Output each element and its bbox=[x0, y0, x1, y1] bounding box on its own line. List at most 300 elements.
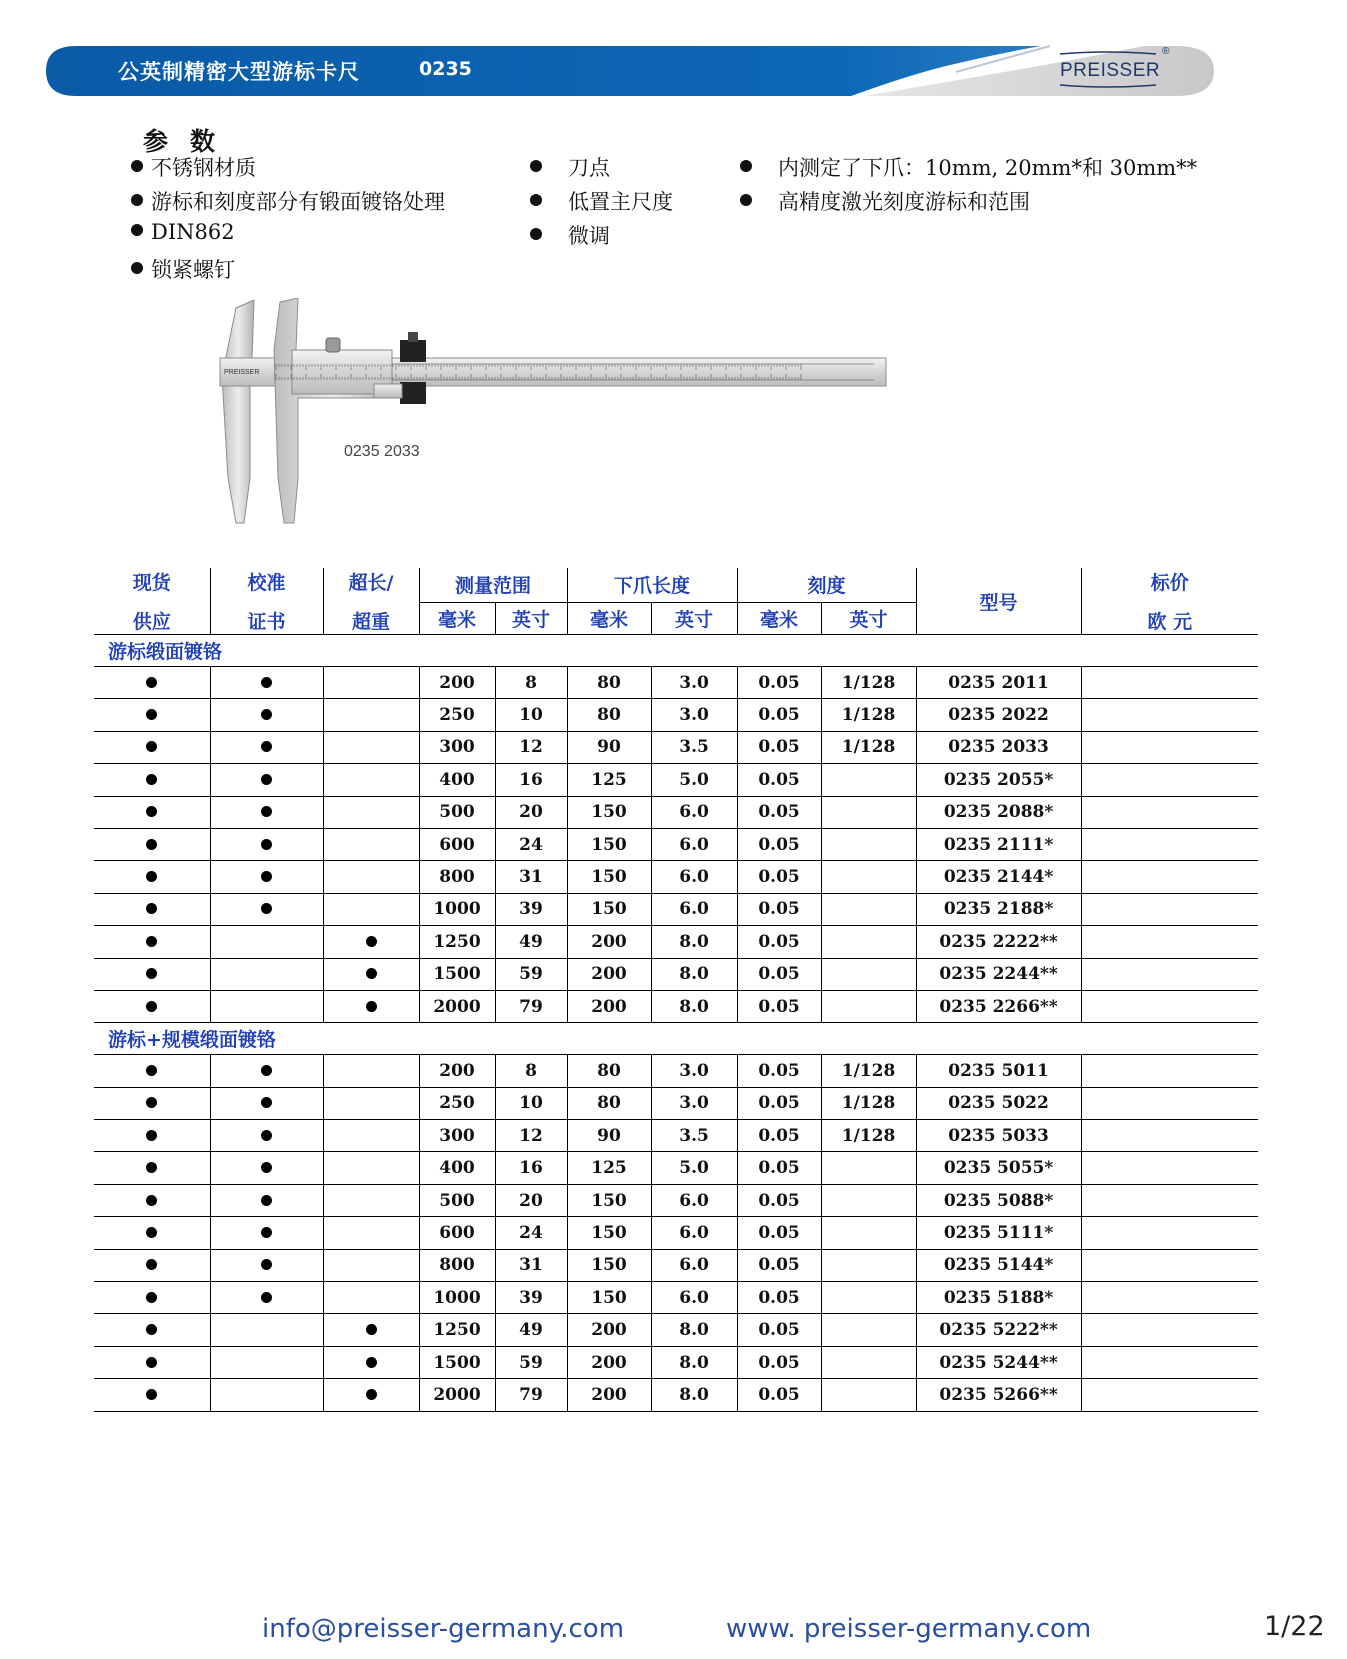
header-stock: 现货 供应 bbox=[94, 568, 210, 635]
cell-g-mm: 0.05 bbox=[737, 926, 821, 958]
bullet-icon bbox=[261, 677, 272, 688]
cell-j-in: 6.0 bbox=[651, 796, 737, 828]
cell-over bbox=[323, 1314, 419, 1346]
cell-r-mm: 800 bbox=[419, 1249, 495, 1281]
cell-r-mm: 1000 bbox=[419, 1282, 495, 1314]
cell-r-mm: 200 bbox=[419, 667, 495, 699]
table-row bbox=[94, 1217, 1258, 1249]
cell-stock bbox=[94, 990, 210, 1022]
cell-r-in: 39 bbox=[495, 893, 567, 925]
params-title: 参数 bbox=[143, 127, 238, 156]
cell-stock bbox=[94, 1346, 210, 1378]
bullet-icon bbox=[261, 1065, 272, 1076]
cell-cert bbox=[210, 1314, 323, 1346]
cell-g-mm: 0.05 bbox=[737, 667, 821, 699]
cell-over bbox=[323, 1184, 419, 1216]
cell-cert bbox=[210, 828, 323, 860]
cell-cert bbox=[210, 1249, 323, 1281]
cell-r-in: 20 bbox=[495, 1184, 567, 1216]
feature-item: 锁紧螺钉 bbox=[131, 254, 235, 284]
cell-j-mm: 200 bbox=[567, 1346, 651, 1378]
cell-model: 0235 5022 bbox=[916, 1087, 1081, 1119]
cell-r-mm: 600 bbox=[419, 1217, 495, 1249]
cell-r-in: 24 bbox=[495, 828, 567, 860]
cell-stock bbox=[94, 828, 210, 860]
cell-model: 0235 5188* bbox=[916, 1282, 1081, 1314]
bullet-icon bbox=[261, 1227, 272, 1238]
bullet-icon bbox=[261, 1292, 272, 1303]
cell-g-in bbox=[821, 1379, 916, 1411]
cell-j-mm: 125 bbox=[567, 764, 651, 796]
cell-g-mm: 0.05 bbox=[737, 861, 821, 893]
cell-r-in: 49 bbox=[495, 926, 567, 958]
table-row bbox=[94, 1314, 1258, 1346]
bullet-icon bbox=[146, 871, 157, 882]
table-row bbox=[94, 926, 1258, 958]
cell-j-mm: 200 bbox=[567, 990, 651, 1022]
cell-model: 0235 5011 bbox=[916, 1055, 1081, 1087]
cell-stock bbox=[94, 1314, 210, 1346]
cell-price bbox=[1081, 1120, 1258, 1152]
table-row bbox=[94, 861, 1258, 893]
cell-j-in: 8.0 bbox=[651, 1346, 737, 1378]
cell-stock bbox=[94, 1055, 210, 1087]
cell-r-in: 59 bbox=[495, 1346, 567, 1378]
cell-r-in: 49 bbox=[495, 1314, 567, 1346]
bullet-icon bbox=[146, 1357, 157, 1368]
cell-g-in bbox=[821, 893, 916, 925]
bullet-icon bbox=[366, 1357, 377, 1368]
cell-r-mm: 1500 bbox=[419, 958, 495, 990]
cell-j-mm: 200 bbox=[567, 958, 651, 990]
cell-j-in: 8.0 bbox=[651, 1379, 737, 1411]
table-row bbox=[94, 1249, 1258, 1281]
cell-over bbox=[323, 926, 419, 958]
cell-over bbox=[323, 796, 419, 828]
cell-price bbox=[1081, 1152, 1258, 1184]
header-grad: 刻度 bbox=[737, 568, 916, 602]
bullet-icon bbox=[146, 1324, 157, 1335]
cell-model: 0235 2266** bbox=[916, 990, 1081, 1022]
feature-item: 高精度激光刻度游标和范围 bbox=[740, 186, 1030, 216]
bullet-icon bbox=[146, 1389, 157, 1400]
cell-g-mm: 0.05 bbox=[737, 699, 821, 731]
cell-j-in: 6.0 bbox=[651, 1217, 737, 1249]
cell-g-in bbox=[821, 1282, 916, 1314]
cell-over bbox=[323, 1379, 419, 1411]
cell-cert bbox=[210, 990, 323, 1022]
cell-over bbox=[323, 1055, 419, 1087]
cell-over bbox=[323, 1249, 419, 1281]
bullet-icon bbox=[146, 1162, 157, 1173]
section-title: 游标缎面镀铬 bbox=[94, 635, 1258, 667]
table-row bbox=[94, 1152, 1258, 1184]
bullet-icon bbox=[146, 1001, 157, 1012]
cell-g-in: 1/128 bbox=[821, 1120, 916, 1152]
bullet-icon bbox=[530, 194, 542, 206]
cell-g-mm: 0.05 bbox=[737, 796, 821, 828]
cell-r-mm: 2000 bbox=[419, 990, 495, 1022]
document-title: 公英制精密大型游标卡尺 bbox=[118, 60, 360, 84]
cell-over bbox=[323, 1282, 419, 1314]
cell-cert bbox=[210, 1055, 323, 1087]
cell-cert bbox=[210, 861, 323, 893]
cell-j-in: 5.0 bbox=[651, 764, 737, 796]
cell-r-in: 31 bbox=[495, 1249, 567, 1281]
cell-cert bbox=[210, 731, 323, 763]
cell-price bbox=[1081, 926, 1258, 958]
cell-j-in: 3.0 bbox=[651, 699, 737, 731]
cell-model: 0235 2022 bbox=[916, 699, 1081, 731]
cell-stock bbox=[94, 1249, 210, 1281]
cell-model: 0235 2055* bbox=[916, 764, 1081, 796]
cell-price bbox=[1081, 1217, 1258, 1249]
cell-r-in: 12 bbox=[495, 731, 567, 763]
cell-r-in: 16 bbox=[495, 764, 567, 796]
cell-j-in: 6.0 bbox=[651, 861, 737, 893]
bullet-icon bbox=[146, 806, 157, 817]
cell-model: 0235 5144* bbox=[916, 1249, 1081, 1281]
bullet-icon bbox=[146, 1292, 157, 1303]
subheader-mm: 毫米 bbox=[567, 602, 651, 634]
cell-stock bbox=[94, 1379, 210, 1411]
cell-model: 0235 5033 bbox=[916, 1120, 1081, 1152]
bullet-icon bbox=[146, 709, 157, 720]
subheader-inch: 英寸 bbox=[821, 602, 916, 634]
feature-item: DIN862 bbox=[131, 220, 235, 244]
bullet-icon bbox=[146, 839, 157, 850]
cell-model: 0235 5111* bbox=[916, 1217, 1081, 1249]
bullet-icon bbox=[146, 1065, 157, 1076]
cell-cert bbox=[210, 1282, 323, 1314]
bullet-icon bbox=[740, 160, 752, 172]
cell-g-in bbox=[821, 764, 916, 796]
bullet-icon bbox=[261, 1162, 272, 1173]
cell-r-in: 12 bbox=[495, 1120, 567, 1152]
table-row bbox=[94, 958, 1258, 990]
bullet-icon bbox=[131, 194, 143, 206]
table-row bbox=[94, 796, 1258, 828]
cell-model: 0235 5244** bbox=[916, 1346, 1081, 1378]
table-row bbox=[94, 1379, 1258, 1411]
cell-r-in: 8 bbox=[495, 1055, 567, 1087]
cell-g-mm: 0.05 bbox=[737, 1379, 821, 1411]
cell-cert bbox=[210, 1379, 323, 1411]
bullet-icon bbox=[366, 936, 377, 947]
cell-g-mm: 0.05 bbox=[737, 1249, 821, 1281]
cell-price bbox=[1081, 764, 1258, 796]
cell-g-mm: 0.05 bbox=[737, 828, 821, 860]
bullet-icon bbox=[146, 1227, 157, 1238]
cell-j-mm: 200 bbox=[567, 1314, 651, 1346]
table-row bbox=[94, 1346, 1258, 1378]
cell-stock bbox=[94, 1184, 210, 1216]
cell-cert bbox=[210, 1152, 323, 1184]
cell-j-mm: 150 bbox=[567, 861, 651, 893]
cell-price bbox=[1081, 990, 1258, 1022]
cell-j-in: 8.0 bbox=[651, 990, 737, 1022]
cell-g-mm: 0.05 bbox=[737, 1055, 821, 1087]
cell-r-in: 79 bbox=[495, 1379, 567, 1411]
cell-cert bbox=[210, 1346, 323, 1378]
feature-item: 游标和刻度部分有锻面镀铬处理 bbox=[131, 186, 445, 216]
bullet-icon bbox=[146, 1259, 157, 1270]
bullet-icon bbox=[530, 160, 542, 172]
cell-g-mm: 0.05 bbox=[737, 1184, 821, 1216]
cell-g-in bbox=[821, 990, 916, 1022]
cell-model: 0235 2088* bbox=[916, 796, 1081, 828]
cell-price bbox=[1081, 828, 1258, 860]
cell-j-in: 3.5 bbox=[651, 1120, 737, 1152]
bullet-icon bbox=[146, 677, 157, 688]
cell-r-in: 20 bbox=[495, 796, 567, 828]
cell-g-in: 1/128 bbox=[821, 1055, 916, 1087]
bullet-icon bbox=[146, 1195, 157, 1206]
cell-stock bbox=[94, 764, 210, 796]
table-row bbox=[94, 764, 1258, 796]
cell-stock bbox=[94, 1282, 210, 1314]
table-row bbox=[94, 1282, 1258, 1314]
feature-item: 刀点 bbox=[530, 152, 610, 182]
cell-cert bbox=[210, 1087, 323, 1119]
footer-email[interactable]: info@preisser-germany.com bbox=[262, 1614, 625, 1644]
cell-g-mm: 0.05 bbox=[737, 1152, 821, 1184]
bullet-icon bbox=[366, 1001, 377, 1012]
cell-price bbox=[1081, 1087, 1258, 1119]
cell-g-mm: 0.05 bbox=[737, 1314, 821, 1346]
cell-g-in bbox=[821, 1346, 916, 1378]
cell-g-mm: 0.05 bbox=[737, 1120, 821, 1152]
cell-g-in bbox=[821, 926, 916, 958]
cell-g-in bbox=[821, 796, 916, 828]
cell-model: 0235 5222** bbox=[916, 1314, 1081, 1346]
product-table bbox=[94, 568, 1258, 1412]
cell-price bbox=[1081, 1055, 1258, 1087]
table-row bbox=[94, 1184, 1258, 1216]
cell-g-mm: 0.05 bbox=[737, 764, 821, 796]
cell-j-in: 6.0 bbox=[651, 893, 737, 925]
cell-stock bbox=[94, 1120, 210, 1152]
bullet-icon bbox=[131, 224, 143, 236]
cell-r-in: 8 bbox=[495, 667, 567, 699]
cell-over bbox=[323, 990, 419, 1022]
cell-j-in: 3.0 bbox=[651, 1055, 737, 1087]
cell-cert bbox=[210, 764, 323, 796]
cell-r-in: 31 bbox=[495, 861, 567, 893]
table-row bbox=[94, 1087, 1258, 1119]
cell-j-mm: 150 bbox=[567, 1184, 651, 1216]
subheader-mm: 毫米 bbox=[419, 602, 495, 634]
cell-price bbox=[1081, 1314, 1258, 1346]
cell-j-in: 6.0 bbox=[651, 1282, 737, 1314]
cell-over bbox=[323, 667, 419, 699]
cell-j-in: 8.0 bbox=[651, 958, 737, 990]
cell-stock bbox=[94, 958, 210, 990]
cell-cert bbox=[210, 958, 323, 990]
cell-model: 0235 5266** bbox=[916, 1379, 1081, 1411]
bullet-icon bbox=[261, 741, 272, 752]
table-row bbox=[94, 1055, 1258, 1087]
cell-j-mm: 90 bbox=[567, 731, 651, 763]
cell-price bbox=[1081, 731, 1258, 763]
cell-over bbox=[323, 764, 419, 796]
header-jaw: 下爪长度 bbox=[567, 568, 737, 602]
cell-g-in bbox=[821, 958, 916, 990]
cell-j-in: 5.0 bbox=[651, 1152, 737, 1184]
cell-cert bbox=[210, 893, 323, 925]
cell-j-in: 6.0 bbox=[651, 1249, 737, 1281]
cell-price bbox=[1081, 796, 1258, 828]
cell-g-in bbox=[821, 1314, 916, 1346]
cell-g-in: 1/128 bbox=[821, 1087, 916, 1119]
subheader-mm: 毫米 bbox=[737, 602, 821, 634]
cell-j-mm: 80 bbox=[567, 699, 651, 731]
cell-g-mm: 0.05 bbox=[737, 1346, 821, 1378]
svg-text:PREISSER: PREISSER bbox=[224, 369, 260, 376]
section-title: 游标+规模缎面镀铬 bbox=[94, 1023, 1258, 1055]
cell-g-in bbox=[821, 861, 916, 893]
cell-over bbox=[323, 1087, 419, 1119]
table-row bbox=[94, 699, 1258, 731]
cell-j-mm: 80 bbox=[567, 1055, 651, 1087]
cell-cert bbox=[210, 699, 323, 731]
table-row bbox=[94, 893, 1258, 925]
cell-model: 0235 2144* bbox=[916, 861, 1081, 893]
cell-stock bbox=[94, 1087, 210, 1119]
cell-r-mm: 1500 bbox=[419, 1346, 495, 1378]
cell-model: 0235 2111* bbox=[916, 828, 1081, 860]
cell-cert bbox=[210, 1120, 323, 1152]
cell-j-in: 6.0 bbox=[651, 828, 737, 860]
cell-stock bbox=[94, 893, 210, 925]
bullet-icon bbox=[261, 1195, 272, 1206]
cell-j-mm: 80 bbox=[567, 667, 651, 699]
cell-r-mm: 250 bbox=[419, 1087, 495, 1119]
cell-over bbox=[323, 1120, 419, 1152]
cell-model: 0235 2188* bbox=[916, 893, 1081, 925]
cell-j-mm: 200 bbox=[567, 1379, 651, 1411]
cell-r-mm: 1250 bbox=[419, 926, 495, 958]
cell-over bbox=[323, 1152, 419, 1184]
bullet-icon bbox=[146, 741, 157, 752]
bullet-icon bbox=[261, 806, 272, 817]
feature-item: 不锈钢材质 bbox=[131, 152, 256, 182]
cell-r-mm: 1250 bbox=[419, 1314, 495, 1346]
cell-price bbox=[1081, 958, 1258, 990]
cell-price bbox=[1081, 861, 1258, 893]
cell-g-in bbox=[821, 828, 916, 860]
bullet-icon bbox=[146, 903, 157, 914]
cell-r-mm: 250 bbox=[419, 699, 495, 731]
bullet-icon bbox=[261, 871, 272, 882]
cell-g-mm: 0.05 bbox=[737, 958, 821, 990]
cell-stock bbox=[94, 861, 210, 893]
cell-over bbox=[323, 731, 419, 763]
cell-j-in: 3.0 bbox=[651, 667, 737, 699]
cell-j-mm: 150 bbox=[567, 796, 651, 828]
bullet-icon bbox=[740, 194, 752, 206]
cell-r-in: 10 bbox=[495, 699, 567, 731]
bullet-icon bbox=[146, 936, 157, 947]
bullet-icon bbox=[261, 709, 272, 720]
bullet-icon bbox=[530, 228, 542, 240]
cell-r-mm: 1000 bbox=[419, 893, 495, 925]
cell-r-mm: 400 bbox=[419, 764, 495, 796]
bullet-icon bbox=[146, 774, 157, 785]
cell-over bbox=[323, 958, 419, 990]
cell-r-mm: 400 bbox=[419, 1152, 495, 1184]
cell-over bbox=[323, 861, 419, 893]
cell-price bbox=[1081, 1346, 1258, 1378]
table-row bbox=[94, 828, 1258, 860]
table-header-row bbox=[94, 568, 1258, 602]
cell-price bbox=[1081, 1282, 1258, 1314]
cell-g-mm: 0.05 bbox=[737, 1282, 821, 1314]
cell-stock bbox=[94, 1217, 210, 1249]
cell-r-in: 79 bbox=[495, 990, 567, 1022]
subheader-inch: 英寸 bbox=[651, 602, 737, 634]
cell-r-mm: 600 bbox=[419, 828, 495, 860]
cell-g-mm: 0.05 bbox=[737, 990, 821, 1022]
caliper-icon bbox=[214, 298, 934, 558]
cell-model: 0235 2033 bbox=[916, 731, 1081, 763]
cell-j-in: 8.0 bbox=[651, 1314, 737, 1346]
footer-website[interactable]: www. preisser-germany.com bbox=[726, 1614, 1092, 1644]
bullet-icon bbox=[261, 839, 272, 850]
cell-r-mm: 2000 bbox=[419, 1379, 495, 1411]
cell-g-in: 1/128 bbox=[821, 667, 916, 699]
bullet-icon bbox=[146, 1097, 157, 1108]
cell-g-in bbox=[821, 1184, 916, 1216]
subheader-inch: 英寸 bbox=[495, 602, 567, 634]
feature-item: 内测定了下爪：10mm, 20mm*和 30mm** bbox=[740, 152, 1197, 182]
cell-price bbox=[1081, 1184, 1258, 1216]
cell-cert bbox=[210, 1184, 323, 1216]
cell-stock bbox=[94, 731, 210, 763]
cell-r-mm: 500 bbox=[419, 796, 495, 828]
bullet-icon bbox=[261, 1130, 272, 1141]
cell-over bbox=[323, 1346, 419, 1378]
cell-stock bbox=[94, 926, 210, 958]
feature-item: 低置主尺度 bbox=[530, 186, 673, 216]
cell-r-in: 59 bbox=[495, 958, 567, 990]
cell-price bbox=[1081, 1249, 1258, 1281]
cell-stock bbox=[94, 667, 210, 699]
cell-price bbox=[1081, 667, 1258, 699]
cell-j-in: 6.0 bbox=[651, 1184, 737, 1216]
cell-cert bbox=[210, 926, 323, 958]
section-row bbox=[94, 635, 1258, 667]
cell-g-in bbox=[821, 1152, 916, 1184]
cell-j-in: 3.0 bbox=[651, 1087, 737, 1119]
cell-model: 0235 2244** bbox=[916, 958, 1081, 990]
cell-j-mm: 150 bbox=[567, 1249, 651, 1281]
registered-mark: ® bbox=[1162, 46, 1170, 57]
bullet-icon bbox=[261, 1097, 272, 1108]
cell-r-mm: 200 bbox=[419, 1055, 495, 1087]
header-oversize: 超长/ 超重 bbox=[323, 568, 419, 635]
cell-j-mm: 150 bbox=[567, 1282, 651, 1314]
cell-over bbox=[323, 1217, 419, 1249]
header-range: 测量范围 bbox=[419, 568, 567, 602]
bullet-icon bbox=[131, 262, 143, 274]
cell-r-mm: 300 bbox=[419, 1120, 495, 1152]
cell-stock bbox=[94, 796, 210, 828]
cell-j-in: 8.0 bbox=[651, 926, 737, 958]
cell-g-in: 1/128 bbox=[821, 699, 916, 731]
cell-r-in: 24 bbox=[495, 1217, 567, 1249]
cell-j-mm: 125 bbox=[567, 1152, 651, 1184]
